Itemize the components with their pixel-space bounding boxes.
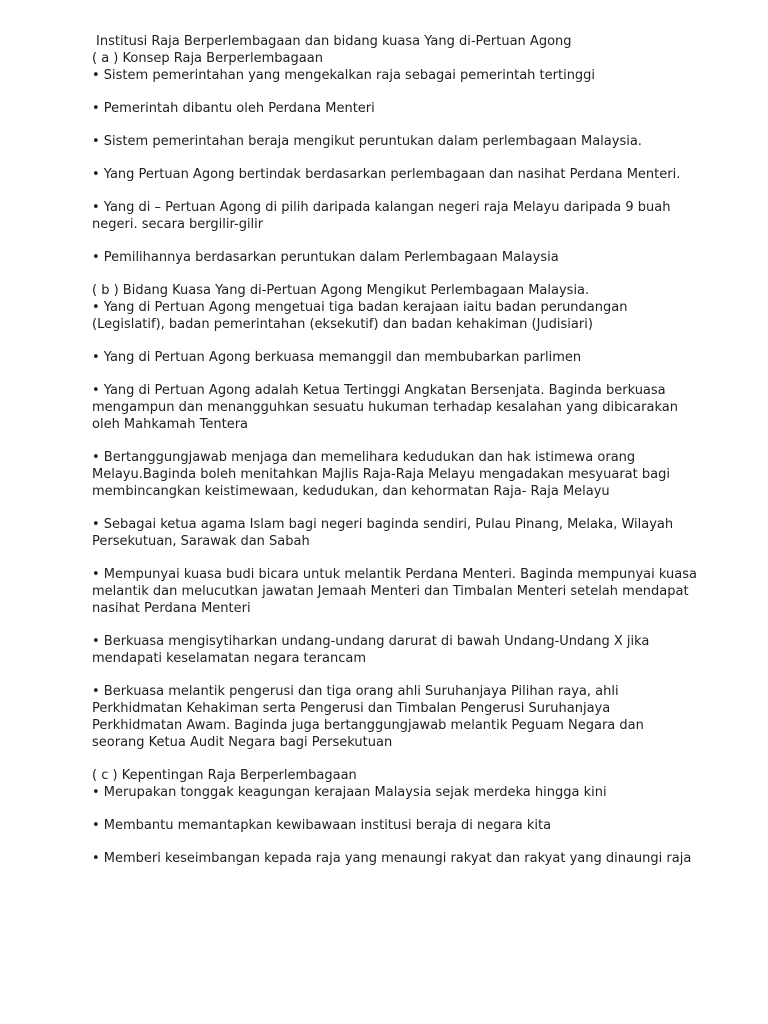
bullet-line: nasihat Perdana Menteri bbox=[92, 601, 251, 616]
bullet-item bbox=[92, 67, 742, 84]
bullet-line: Melayu.Baginda boleh menitahkan Majlis Raja-Raja Melayu mengadakan mesyuarat bagi bbox=[92, 467, 670, 482]
bullet-line: mendapati keselamatan negara terancam bbox=[92, 651, 366, 666]
bullet-line: • Bertanggungjawab menjaga dan memelihara kedudukan dan hak istimewa orang bbox=[92, 450, 636, 465]
bullet-line: • Yang di Pertuan Agong adalah Ketua Tertinggi Angkatan Bersenjata. Baginda berkuasa bbox=[92, 383, 666, 398]
bullet-line: • Pemilihannya berdasarkan peruntukan dalam Perlembagaan Malaysia bbox=[92, 250, 559, 265]
bullet-line: • Memberi keseimbangan kepada raja yang menaungi rakyat dan rakyat yang dinaungi raja bbox=[92, 851, 692, 866]
bullet-line: • Pemerintah dibantu oleh Perdana Menteri bbox=[92, 101, 375, 116]
bullet-line: • Yang di Pertuan Agong mengetuai tiga badan kerajaan iaitu badan perundangan bbox=[92, 300, 628, 315]
bullet-item bbox=[92, 449, 742, 500]
bullet-line: seorang Ketua Audit Negara bagi Persekutuan bbox=[92, 735, 393, 750]
bullet-item bbox=[92, 299, 742, 333]
section-c-heading: ( c ) Kepentingan Raja Berperlembagaan bbox=[92, 768, 357, 783]
bullet-line: • Sistem pemerintahan yang mengekalkan raja sebagai pemerintah tertinggi bbox=[92, 68, 596, 83]
bullet-line: Perkhidmatan Kehakiman serta Pengerusi dan Timbalan Pengerusi Suruhanjaya bbox=[92, 701, 611, 716]
bullet-line: • Berkuasa mengisytiharkan undang-undang darurat di bawah Undang-Undang X jika bbox=[92, 634, 650, 649]
bullet-item bbox=[92, 683, 742, 751]
bullet-line: membincangkan keistimewaan, kedudukan, dan kehormatan Raja- Raja Melayu bbox=[92, 484, 610, 499]
bullet-line: (Legislatif), badan pemerintahan (eksekutif) dan badan kehakiman (Judisiari) bbox=[92, 317, 593, 332]
bullet-line: • Yang Pertuan Agong bertindak berdasarkan perlembagaan dan nasihat Perdana Menteri. bbox=[92, 167, 681, 182]
bullet-line: • Sistem pemerintahan beraja mengikut peruntukan dalam perlembagaan Malaysia. bbox=[92, 134, 642, 149]
section-a-heading: ( a ) Konsep Raja Berperlembagaan bbox=[92, 51, 323, 66]
bullet-item bbox=[92, 249, 742, 266]
bullet-line: • Yang di Pertuan Agong berkuasa memanggil dan membubarkan parlimen bbox=[92, 350, 582, 365]
bullet-line: • Berkuasa melantik pengerusi dan tiga orang ahli Suruhanjaya Pilihan raya, ahli bbox=[92, 684, 619, 699]
bullet-line: melantik dan melucutkan jawatan Jemaah Menteri dan Timbalan Menteri setelah mendapat bbox=[92, 584, 689, 599]
section-b-heading: ( b ) Bidang Kuasa Yang di-Pertuan Agong Mengikut Perlembagaan Malaysia. bbox=[92, 283, 590, 298]
bullet-item bbox=[92, 382, 742, 433]
bullet-line: mengampun dan menangguhkan sesuatu hukuman terhadap kesalahan yang dibicarakan bbox=[92, 400, 678, 415]
bullet-item bbox=[92, 566, 742, 617]
bullet-item bbox=[92, 100, 742, 117]
bullet-line: • Yang di – Pertuan Agong di pilih daripada kalangan negeri raja Melayu daripada 9 buah bbox=[92, 200, 671, 215]
bullet-item bbox=[92, 199, 742, 233]
bullet-item bbox=[92, 784, 742, 801]
bullet-item bbox=[92, 817, 742, 834]
bullet-item bbox=[92, 516, 742, 550]
bullet-line: negeri. secara bergilir-gilir bbox=[92, 217, 264, 232]
bullet-line: Persekutuan, Sarawak dan Sabah bbox=[92, 534, 310, 549]
bullet-line: Perkhidmatan Awam. Baginda juga bertanggungjawab melantik Peguam Negara dan bbox=[92, 718, 644, 733]
bullet-line: • Membantu memantapkan kewibawaan institusi beraja di negara kita bbox=[92, 818, 552, 833]
bullet-line: • Sebagai ketua agama Islam bagi negeri baginda sendiri, Pulau Pinang, Melaka, Wilayah bbox=[92, 517, 674, 532]
bullet-item bbox=[92, 349, 742, 366]
bullet-line: oleh Mahkamah Tentera bbox=[92, 417, 248, 432]
bullet-item bbox=[92, 166, 742, 183]
bullet-line: • Merupakan tonggak keagungan kerajaan Malaysia sejak merdeka hingga kini bbox=[92, 785, 607, 800]
section-c bbox=[92, 767, 742, 867]
bullet-line: • Mempunyai kuasa budi bicara untuk melantik Perdana Menteri. Baginda mempunyai kuasa bbox=[92, 567, 697, 582]
bullet-item bbox=[92, 633, 742, 667]
section-b bbox=[92, 282, 742, 751]
section-a bbox=[92, 50, 742, 266]
document-title: Institusi Raja Berperlembagaan dan bidang kuasa Yang di-Pertuan Agong bbox=[96, 34, 572, 49]
bullet-item bbox=[92, 133, 742, 150]
bullet-item bbox=[92, 850, 742, 867]
document-page bbox=[92, 33, 742, 867]
